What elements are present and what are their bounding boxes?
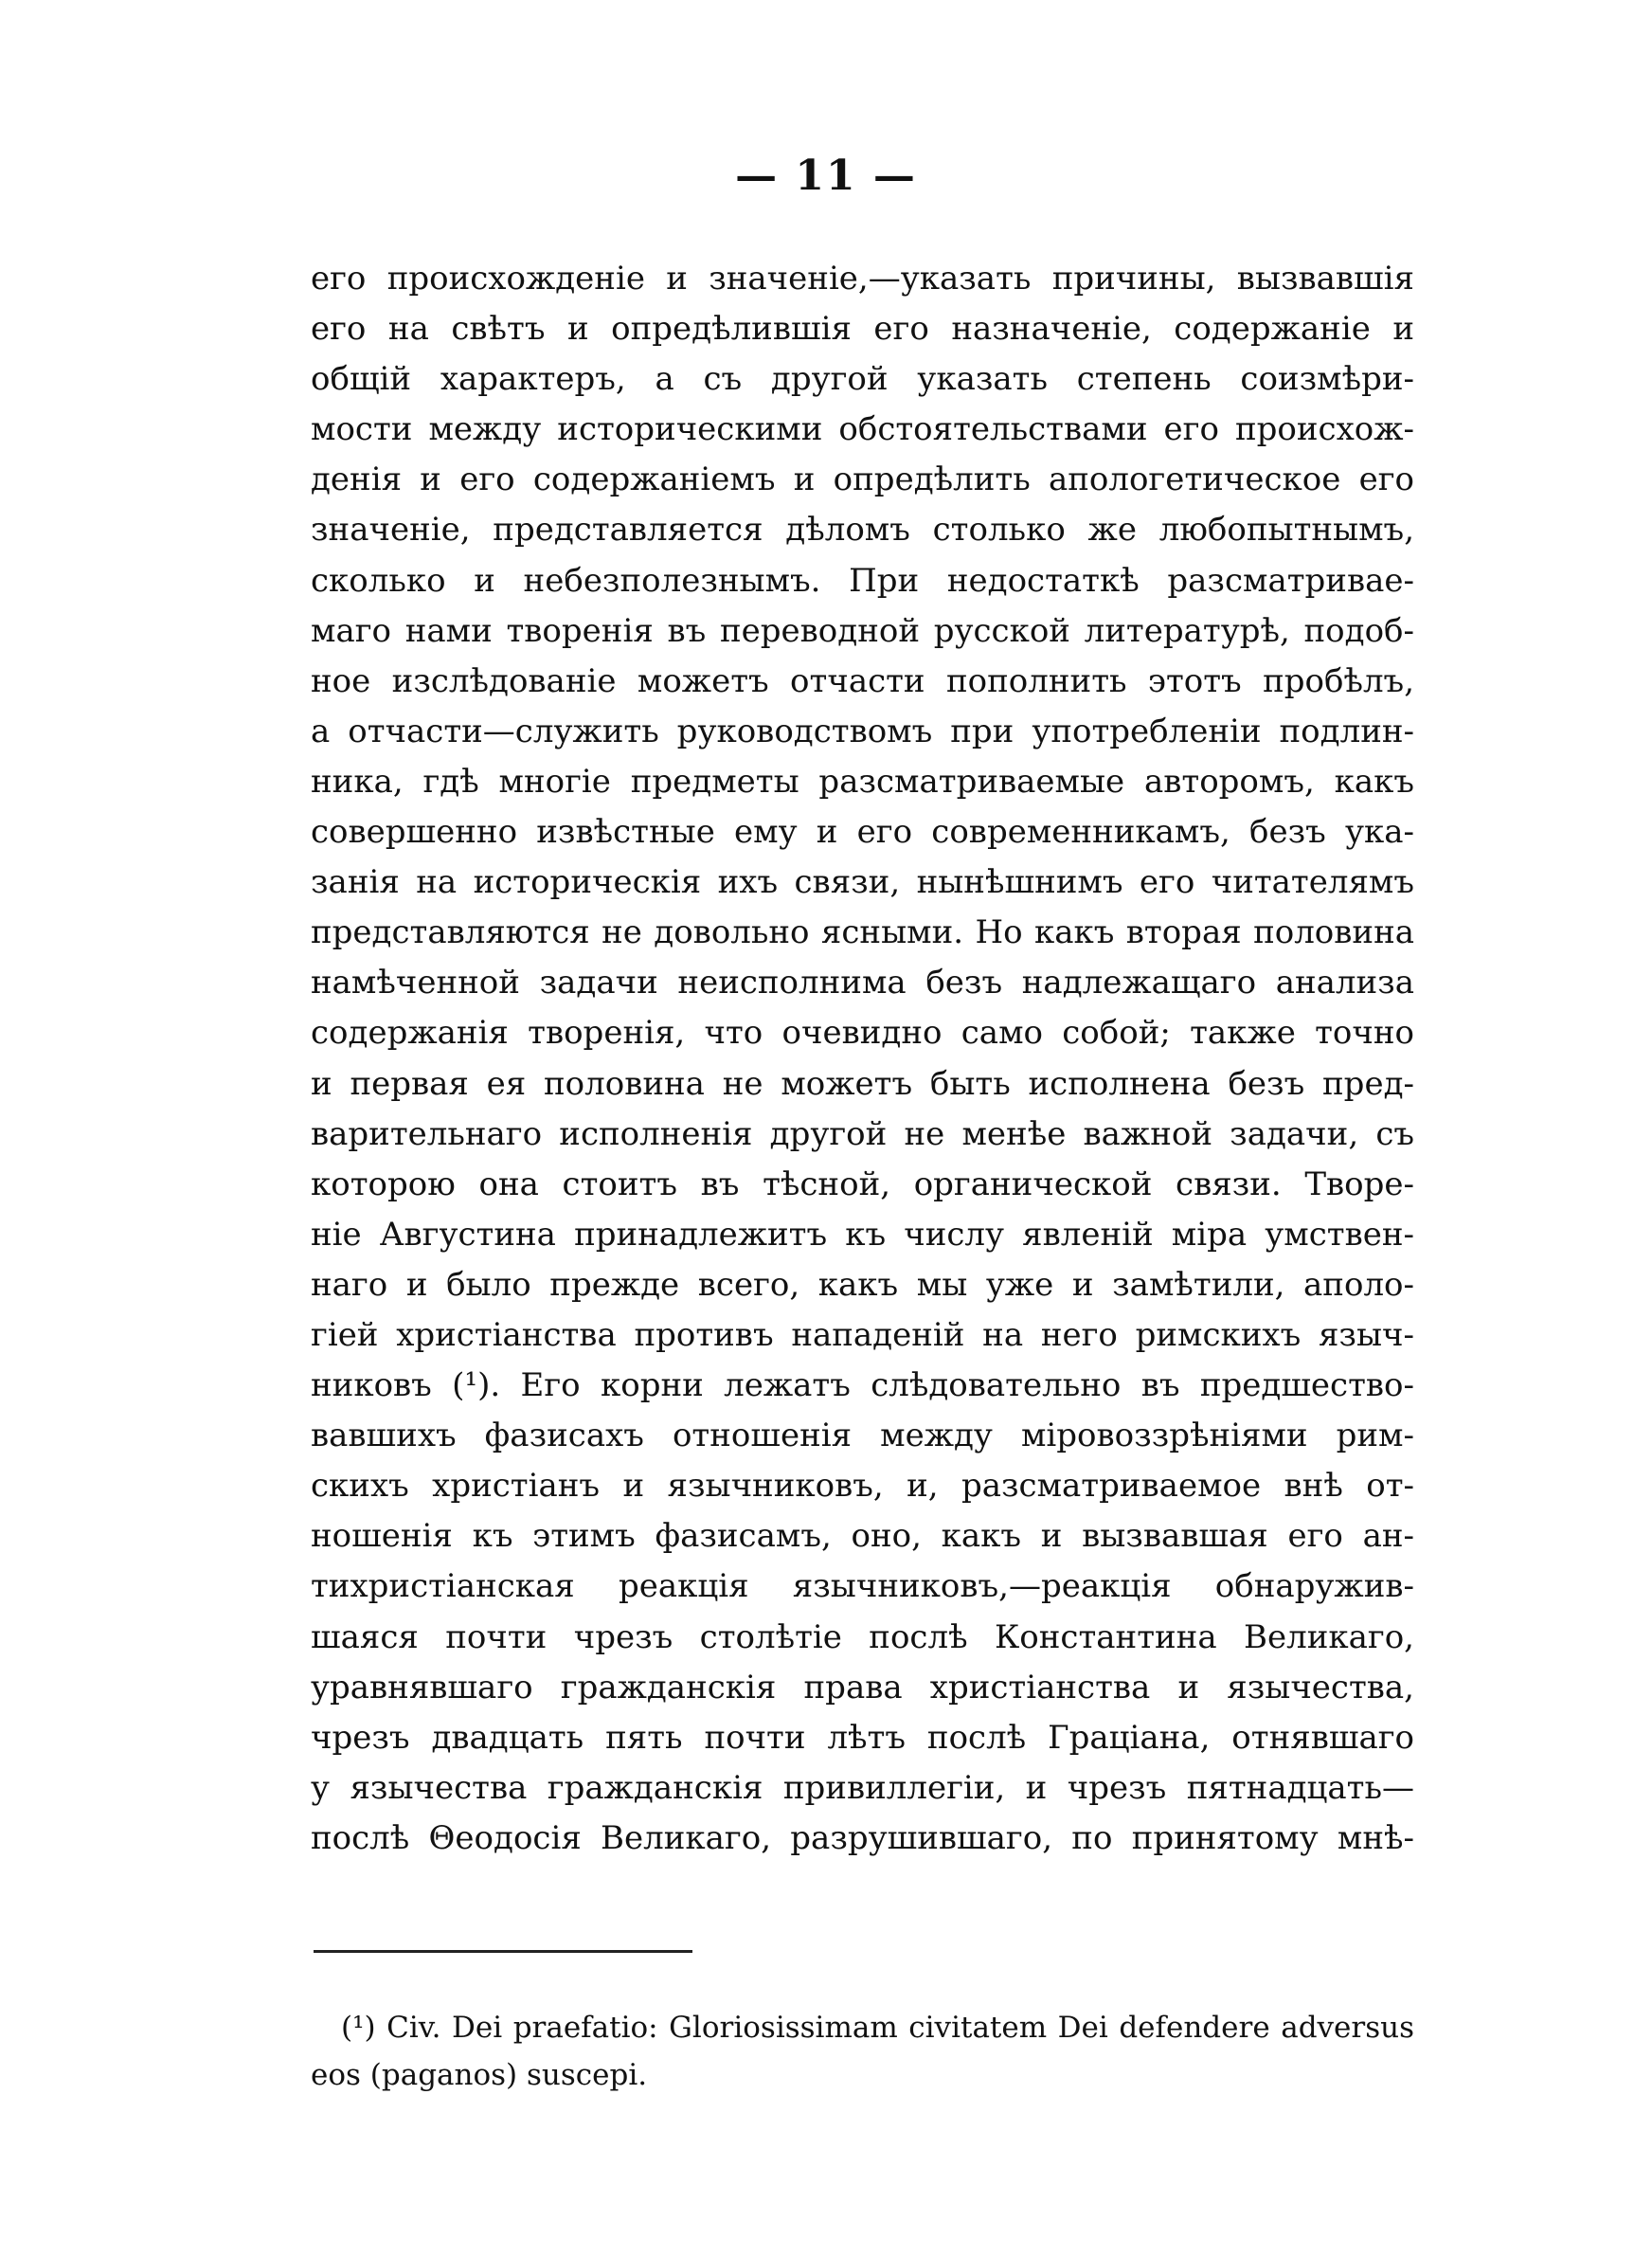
text-line: наго и было прежде всего, какъ мы уже и замѣтили, аполо- <box>311 1265 1414 1304</box>
text-line: ніе Августина принадлежитъ къ числу явленій міра умствен- <box>311 1215 1414 1254</box>
text-line: его происхожденіе и значеніе,—указать причины, вызвавшія <box>311 260 1414 298</box>
text-line: уравнявшаго гражданскія права христіанства и язычества, <box>311 1668 1414 1706</box>
text-line: вавшихъ фазисахъ отношенія между міровоззрѣніями рим- <box>311 1417 1414 1455</box>
text-line: значеніе, представляется дѣломъ столько же любопытнымъ, <box>311 511 1414 550</box>
footnote-line: eos (paganos) suscepi. <box>311 2058 648 2092</box>
footnote-divider <box>314 1950 692 1953</box>
text-line: занія на историческія ихъ связи, нынѣшнимъ его читателямъ <box>311 863 1414 902</box>
text-line: гіей христіанства противъ нападеній на него римскихъ языч- <box>311 1315 1414 1354</box>
text-line: его на свѣтъ и опредѣлившія его назначеніе, содержаніе и <box>311 310 1414 349</box>
text-line: представляются не довольно ясными. Но какъ вторая половина <box>311 913 1414 952</box>
text-line: у язычества гражданскія привиллегіи, и чрезъ пятнадцать— <box>311 1768 1414 1807</box>
text-line: совершенно извѣстные ему и его современникамъ, безъ ука- <box>311 813 1414 852</box>
text-line: и первая ея половина не можетъ быть исполнена безъ пред- <box>311 1064 1414 1103</box>
footnote-line: (¹) Civ. Dei praefatio: Gloriosissimam civitatem Dei defendere adversus <box>341 2011 1414 2045</box>
text-line: мости между историческими обстоятельствами его происхож- <box>311 410 1414 449</box>
text-line: варительнаго исполненія другой не менѣе важной задачи, съ <box>311 1114 1414 1153</box>
body-text <box>311 254 1414 1864</box>
text-line: тихристіанская реакція язычниковъ,—реакція обнаружив- <box>311 1567 1414 1606</box>
text-line: общій характеръ, а съ другой указать степень соизмѣри- <box>311 360 1414 399</box>
text-line: скихъ христіанъ и язычниковъ, и, разсматриваемое внѣ от- <box>311 1467 1414 1506</box>
text-line: послѣ Θеодосія Великаго, разрушившаго, по принятому мнѣ- <box>311 1818 1414 1857</box>
text-line: которою она стоитъ въ тѣсной, органической связи. Творе- <box>311 1165 1414 1203</box>
text-line: а отчасти—служить руководствомъ при употребленіи подлин- <box>311 712 1414 750</box>
text-line: маго нами творенія въ переводной русской литературѣ, подоб- <box>311 611 1414 650</box>
text-line: содержанія творенія, что очевидно само собой; также точно <box>311 1014 1414 1053</box>
footnote <box>311 2004 1414 2099</box>
text-line: чрезъ двадцать пять почти лѣтъ послѣ Граціана, отнявшаго <box>311 1718 1414 1757</box>
text-line: денія и его содержаніемъ и опредѣлить апологетическое его <box>311 460 1414 499</box>
page-number: — 11 — <box>735 152 917 200</box>
text-line: ное изслѣдованіе можетъ отчасти пополнить этотъ пробѣлъ, <box>311 661 1414 700</box>
text-line: шаяся почти чрезъ столѣтіе послѣ Константина Великаго, <box>311 1617 1414 1656</box>
text-line: ношенія къ этимъ фазисамъ, оно, какъ и вызвавшая его ан- <box>311 1517 1414 1556</box>
text-line: сколько и небезполезнымъ. При недостаткѣ разсматривае- <box>311 561 1414 600</box>
text-line: никовъ (¹). Его корни лежатъ слѣдовательно въ предшество- <box>311 1366 1414 1405</box>
text-line: намѣченной задачи неисполнима безъ надлежащаго анализа <box>311 964 1414 1002</box>
text-line: ника, гдѣ многіе предметы разсматриваемые авторомъ, какъ <box>311 762 1414 801</box>
